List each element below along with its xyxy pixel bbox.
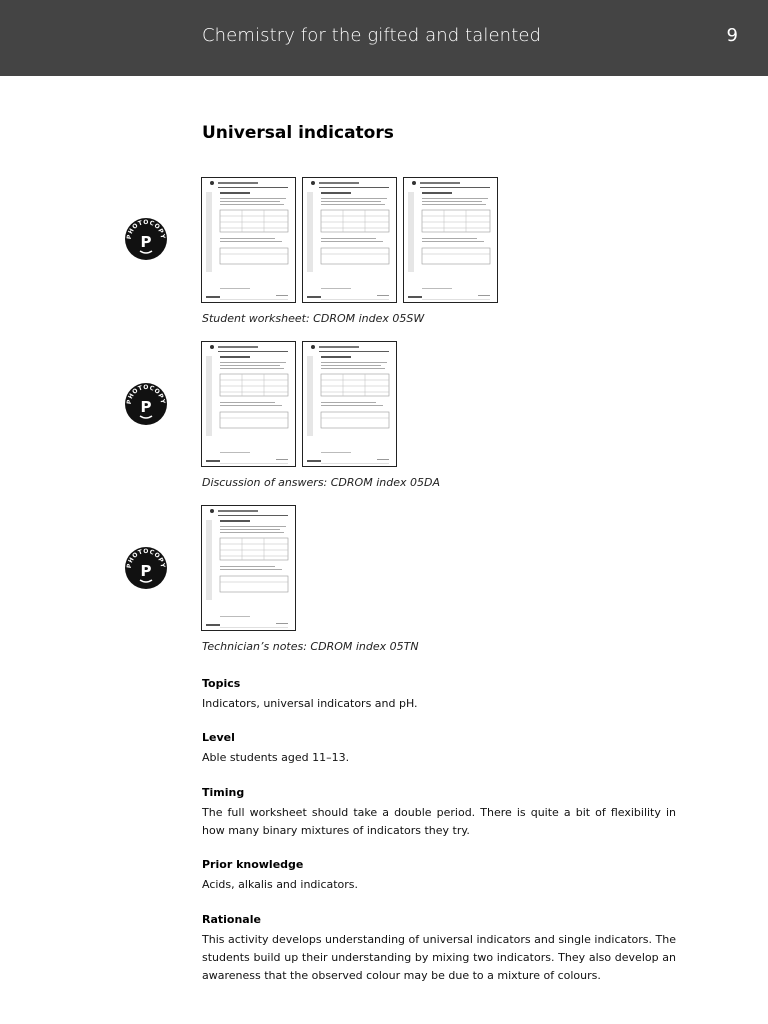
topics-section	[202, 677, 676, 713]
page-header	[0, 0, 768, 76]
book-title: Chemistry for the gifted and talented	[202, 25, 542, 46]
technician-caption: Technician’s notes: CDROM index 05TN	[202, 640, 419, 653]
answers-caption: Discussion of answers: CDROM index 05DA	[202, 476, 440, 489]
worksheet-page-thumbnail[interactable]	[201, 177, 296, 303]
answers-page-thumbnail[interactable]	[201, 341, 296, 467]
level-text: Able students aged 11–13.	[202, 751, 350, 764]
answers-page-thumbnail[interactable]	[302, 341, 397, 467]
level-heading: Level	[202, 731, 235, 744]
topics-heading: Topics	[202, 677, 241, 690]
worksheet-caption: Student worksheet: CDROM index 05SW	[202, 312, 425, 325]
worksheet-page-thumbnail[interactable]	[403, 177, 498, 303]
technician-page-thumbnail[interactable]	[201, 505, 296, 631]
worksheet-thumbnails	[201, 177, 498, 303]
page-number: 9	[726, 25, 738, 46]
worksheet-page-thumbnail[interactable]	[302, 177, 397, 303]
timing-heading: Timing	[202, 786, 245, 799]
section-title: Universal indicators	[202, 123, 394, 143]
technician-thumbnails	[201, 505, 296, 631]
prior-knowledge-heading: Prior knowledge	[202, 858, 304, 871]
photocopy-icon	[124, 217, 168, 265]
answers-thumbnails	[201, 341, 397, 467]
topics-text: Indicators, universal indicators and pH.	[202, 697, 418, 710]
rationale-text: This activity develops understanding of universal indicators and single indicators. The students build up their understanding by mixing two indicators. They also develop an awareness that the observed colour may be due to a mixture of colours.	[202, 933, 676, 982]
timing-text: The full worksheet should take a double period. There is quite a bit of flexibility in how many binary mixtures of indicators they try.	[202, 806, 676, 837]
prior-knowledge-text: Acids, alkalis and indicators.	[202, 878, 359, 891]
rationale-heading: Rationale	[202, 913, 261, 926]
rationale-section	[202, 913, 676, 985]
photocopy-icon	[124, 382, 168, 430]
photocopy-icon	[124, 546, 168, 594]
prior-knowledge-section	[202, 858, 676, 894]
timing-section	[202, 786, 676, 840]
level-section	[202, 731, 676, 767]
